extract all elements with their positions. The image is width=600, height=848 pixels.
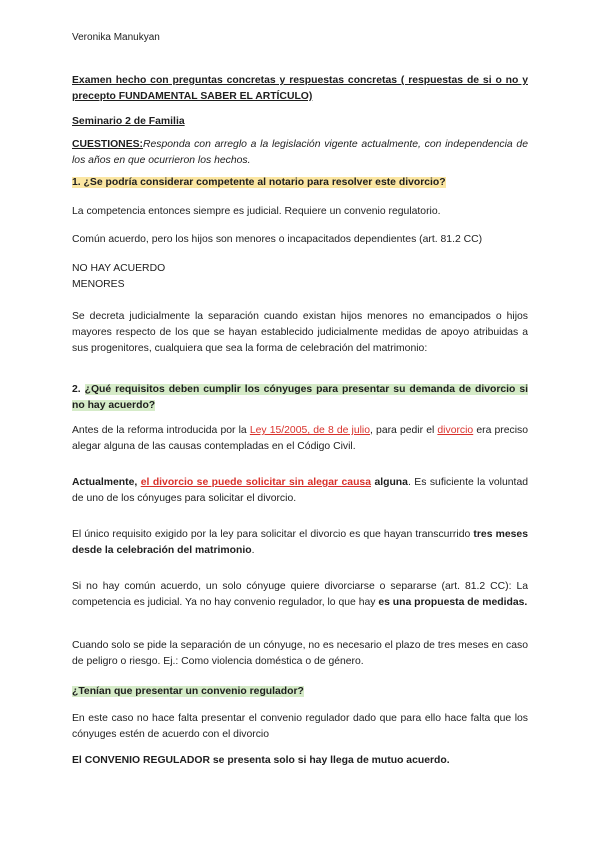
- q2-answer-2-text-a: Actualmente,: [72, 477, 141, 488]
- q3-answer-2-text-a: El CONVENIO REGULADOR: [72, 755, 210, 766]
- q2-answer-4-text-b: es una propuesta de medidas.: [378, 597, 528, 608]
- q2-answer-5: Cuando solo se pide la separación de un cónyuge, no es necesario el plazo de tres meses en caso de peligro o riesgo. Ej.: Como violencia doméstica o de género.: [72, 640, 528, 667]
- divorcio-sin-causa-link[interactable]: el divorcio se puede solicitar sin alegar causa: [140, 477, 371, 488]
- question-2: [72, 382, 528, 414]
- cuestiones-text: Responda con arreglo a la legislación vigente actualmente, con independencia de los años en que ocurrieron los hechos.: [72, 139, 528, 166]
- q1-answer-1: La competencia entonces siempre es judicial. Requiere un convenio regulatorio.: [72, 206, 441, 217]
- q3-answer-1: En este caso no hace falta presentar el convenio regulador dado que para ello hace falta que los cónyuges estén de acuerdo con el divorcio: [72, 713, 528, 740]
- q2-answer-2: [72, 475, 528, 507]
- q1-answer-2: Común acuerdo, pero los hijos son menores o incapacitados dependientes (art. 81.2 CC): [72, 234, 483, 245]
- question-3: [72, 684, 528, 700]
- q2-answer-4: [72, 579, 528, 611]
- cuestiones-paragraph: [72, 137, 528, 169]
- question-2-number: 2.: [72, 384, 85, 395]
- q2-answer-3-text-c: .: [251, 545, 255, 556]
- q3-answer-2-text-b: se presenta solo si hay llega de mutuo acuerdo.: [209, 755, 450, 766]
- q2-answer-3-text-b: tres meses desde la celebración del matrimonio: [72, 529, 528, 556]
- question-2-text: ¿Qué requisitos deben cumplir los cónyuges para presentar su demanda de divorcio si no hay acuerdo?: [72, 384, 528, 411]
- divorcio-link[interactable]: divorcio: [437, 425, 474, 436]
- q1-answer-4: Se decreta judicialmente la separación cuando existan hijos menores no emancipados o hijos mayores respecto de los que se hayan establecido judicialmente medidas de apoyo atribuidas a sus progenitores, cualquiera que sea la forma de celebración del matrimonio:: [72, 311, 528, 354]
- q2-answer-4-text-a: Si no hay común acuerdo, un solo cónyuge quiere divorciarse o separarse (art. 81.2 CC): La competencia es judicial. Ya no hay convenio regulador, lo que hay: [72, 581, 528, 608]
- cuestiones-label: CUESTIONES:: [72, 139, 144, 150]
- author-name: Veronika Manukyan: [72, 32, 160, 43]
- q3-answer-2: [72, 753, 528, 769]
- q2-answer-3: [72, 527, 528, 559]
- exam-heading: Examen hecho con preguntas concretas y respuestas concretas ( respuestas de si o no y precepto FUNDAMENTAL SABER EL ARTÍCULO): [72, 75, 528, 102]
- ley-15-2005-link[interactable]: Ley 15/2005, de 8 de julio: [249, 425, 371, 436]
- seminar-title: Seminario 2 de Familia: [72, 116, 185, 127]
- q2-answer-2-text-b: alguna: [371, 477, 408, 488]
- q2-answer-3-text-a: El único requisito exigido por la ley para solicitar el divorcio es que hayan transcurrido: [72, 529, 474, 540]
- q1-menores: MENORES: [72, 279, 125, 290]
- q2-answer-1-text-c: era preciso alegar alguna de las causas contempladas en el Código Civil.: [72, 425, 528, 452]
- q1-no-acuerdo: NO HAY ACUERDO: [72, 263, 166, 274]
- q2-answer-1-text-a: Antes de la reforma introducida por la: [72, 425, 250, 436]
- q2-answer-1-text-b: , para pedir el: [370, 425, 438, 436]
- question-3-text: ¿Tenían que presentar un convenio regulador?: [72, 686, 304, 697]
- q2-answer-1: [72, 423, 528, 455]
- question-1: [72, 175, 528, 191]
- question-1-text: 1. ¿Se podría considerar competente al notario para resolver este divorcio?: [72, 177, 446, 188]
- q2-answer-2-text-c: . Es suficiente la voluntad de uno de los cónyuges para solicitar el divorcio.: [72, 477, 528, 504]
